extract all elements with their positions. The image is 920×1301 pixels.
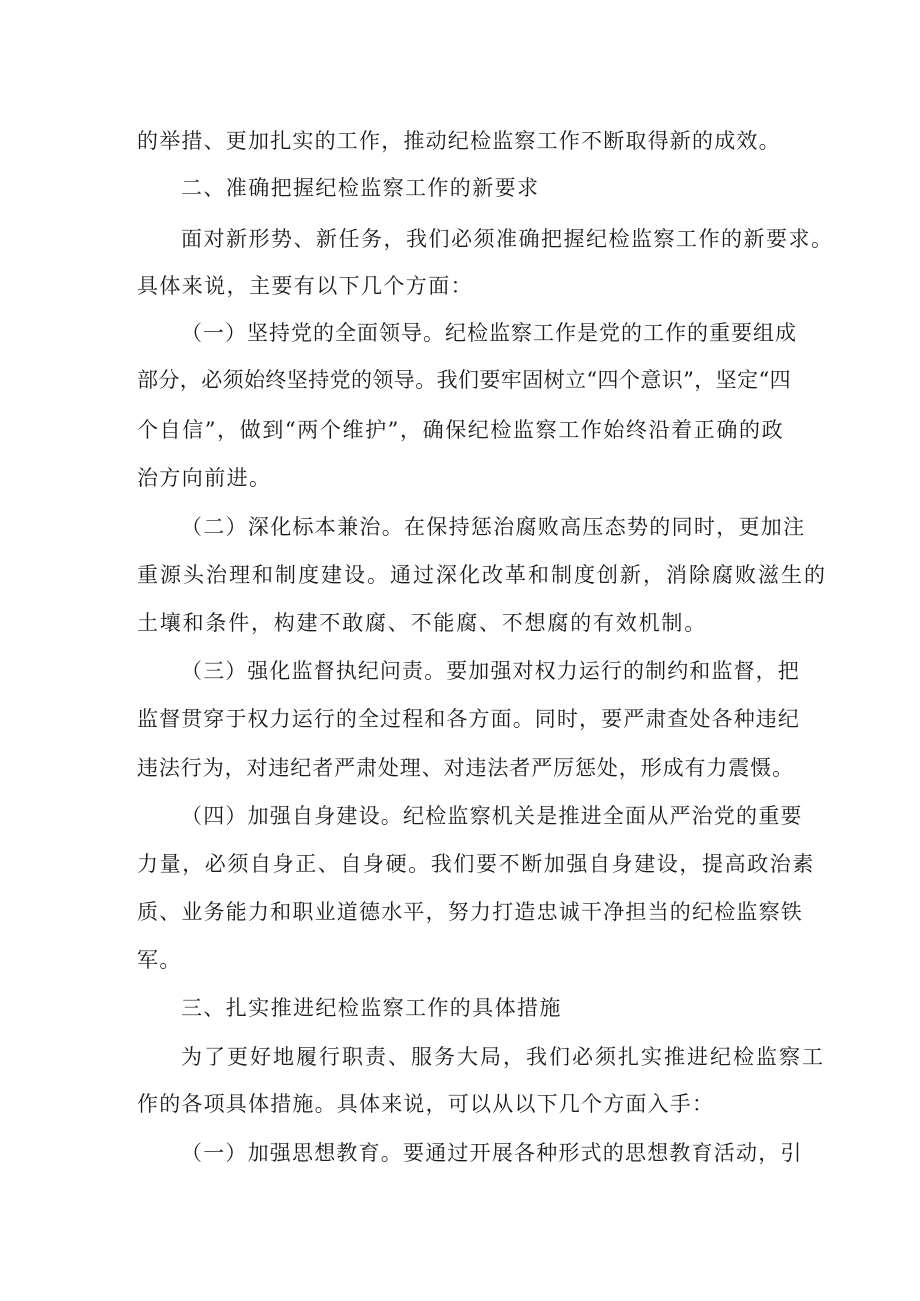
paragraph-line: （一）坚持党的全面领导。纪检监察工作是党的工作的重要组成 bbox=[181, 321, 797, 345]
paragraph-line: 力量，必须自身正、自身硬。我们要不断加强自身建设，提高政治素 bbox=[137, 852, 815, 876]
paragraph-line: （四）加强自身建设。纪检监察机关是推进全面从严治党的重要 bbox=[181, 804, 803, 828]
paragraph-line: 面对新形势、新任务，我们必须准确把握纪检监察工作的新要求。 bbox=[181, 227, 834, 251]
paragraph-line: 作的各项具体措施。具体来说，可以从以下几个方面入手： bbox=[137, 1092, 715, 1116]
paragraph-line: 治方向前进。 bbox=[137, 466, 272, 490]
paragraph-line: 具体来说，主要有以下几个方面： bbox=[137, 274, 473, 298]
paragraph-line: （二）深化标本兼治。在保持惩治腐败高压态势的同时，更加注 bbox=[181, 515, 806, 539]
section-heading-2: 二、准确把握纪检监察工作的新要求 bbox=[181, 176, 540, 200]
paragraph-line: 重源头治理和制度建设。通过深化改革和制度创新，消除腐败滋生的 bbox=[137, 563, 827, 587]
paragraph-line: （三）强化监督执纪问责。要加强对权力运行的制约和监督，把 bbox=[181, 659, 800, 683]
paragraph-line: （一）加强思想教育。要通过开展各种形式的思想教育活动，引 bbox=[181, 1141, 803, 1165]
paragraph-line: 违法行为，对违纪者严肃处理、对违法者严厉惩处，形成有力震慑。 bbox=[137, 756, 794, 780]
paragraph-line: 军。 bbox=[137, 948, 182, 972]
paragraph-line: 质、业务能力和职业道德水平，努力打造忠诚干净担当的纪检监察铁 bbox=[137, 900, 803, 924]
paragraph-line: 土壤和条件，构建不敢腐、不能腐、不想腐的有效机制。 bbox=[137, 611, 707, 635]
paragraph-line: 的举措、更加扎实的工作，推动纪检监察工作不断取得新的成效。 bbox=[137, 129, 781, 153]
paragraph-line: 为了更好地履行职责、服务大局，我们必须扎实推进纪检监察工 bbox=[181, 1045, 825, 1069]
paragraph-line: 部分，必须始终坚持党的领导。我们要牢固树立“四个意识”，坚定“四 bbox=[137, 368, 792, 392]
paragraph-line: 个自信”，做到“两个维护”，确保纪检监察工作始终沿着正确的政 bbox=[137, 418, 785, 442]
section-heading-3: 三、扎实推进纪检监察工作的具体措施 bbox=[181, 996, 562, 1020]
paragraph-line: 监督贯穿于权力运行的全过程和各方面。同时，要严肃查处各种违纪 bbox=[137, 707, 800, 731]
